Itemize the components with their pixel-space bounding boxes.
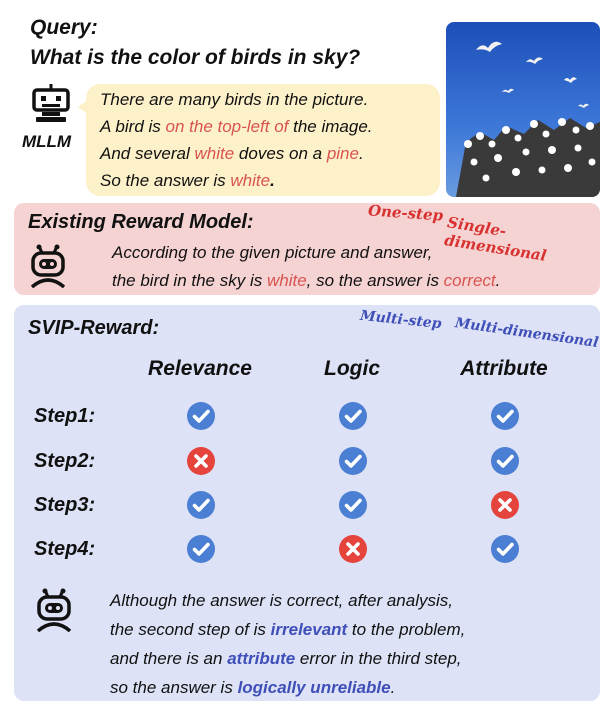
text-segment: correct bbox=[443, 271, 496, 290]
text-segment: logically unreliable bbox=[237, 678, 391, 697]
existing-reward-line: According to the given picture and answer, bbox=[112, 243, 433, 262]
text-segment: on the top-left of bbox=[165, 117, 289, 136]
step-label: Step1: bbox=[34, 405, 96, 427]
column-header-attribute: Attribute bbox=[460, 357, 548, 380]
query-question: What is the color of birds in sky? bbox=[30, 46, 361, 69]
text-segment: the second step of is bbox=[110, 620, 271, 639]
text-segment: . bbox=[358, 144, 364, 163]
birds-in-sky-photo bbox=[446, 22, 600, 197]
svip-summary-line bbox=[110, 649, 462, 669]
text-segment: So the answer is bbox=[100, 171, 231, 190]
cross-icon bbox=[338, 534, 368, 564]
multi-dimensional-tag: Multi-dimensional bbox=[453, 315, 600, 352]
one-step-tag: One-step bbox=[367, 201, 444, 225]
check-icon bbox=[490, 534, 520, 564]
step-label: Step3: bbox=[34, 494, 96, 516]
svip-summary-line bbox=[110, 591, 453, 611]
text-segment: white bbox=[194, 144, 235, 163]
text-segment: . bbox=[495, 271, 501, 290]
text-segment: And several bbox=[100, 144, 195, 163]
query-label: Query: bbox=[30, 16, 98, 39]
svip-summary-line bbox=[110, 678, 395, 698]
text-segment: pine bbox=[326, 144, 359, 163]
column-header-logic: Logic bbox=[324, 357, 380, 380]
single-dimensional-tag: Single-dimensional bbox=[443, 213, 548, 265]
text-segment: error in the third step, bbox=[295, 649, 462, 668]
check-icon bbox=[186, 401, 216, 431]
text-segment: . bbox=[390, 678, 396, 697]
text-segment: the bird in the sky is bbox=[112, 271, 267, 290]
check-icon bbox=[338, 446, 368, 476]
text-segment: Although the answer is correct, after analysis, bbox=[110, 591, 453, 610]
text-segment: There are many birds in the picture. bbox=[100, 90, 369, 109]
cross-icon bbox=[490, 490, 520, 520]
check-icon bbox=[186, 490, 216, 520]
text-segment: white bbox=[230, 171, 271, 190]
check-icon bbox=[490, 446, 520, 476]
svip-summary-line bbox=[110, 620, 465, 640]
check-icon bbox=[338, 490, 368, 520]
svip-reward-title: SVIP-Reward: bbox=[28, 317, 160, 339]
robot-icon bbox=[34, 588, 74, 632]
text-segment: doves on a bbox=[234, 144, 327, 163]
mllm-label: MLLM bbox=[22, 132, 72, 151]
column-header-relevance: Relevance bbox=[148, 357, 252, 380]
step-label: Step2: bbox=[34, 450, 96, 472]
mllm-line bbox=[100, 117, 373, 137]
step-label: Step4: bbox=[34, 538, 96, 560]
multi-step-tag: Multi-step bbox=[359, 307, 443, 333]
mllm-response-bubble bbox=[86, 84, 440, 196]
text-segment: the image. bbox=[288, 117, 373, 136]
robot-icon bbox=[30, 82, 72, 124]
existing-reward-model-title: Existing Reward Model: bbox=[28, 211, 254, 233]
text-segment: to the problem, bbox=[347, 620, 466, 639]
text-segment: so the answer is bbox=[110, 678, 238, 697]
text-segment: . bbox=[270, 171, 275, 190]
check-icon bbox=[338, 401, 368, 431]
text-segment: and there is an bbox=[110, 649, 228, 668]
text-segment: attribute bbox=[227, 649, 296, 668]
existing-reward-line bbox=[112, 271, 500, 291]
check-icon bbox=[186, 534, 216, 564]
text-segment: irrelevant bbox=[270, 620, 348, 639]
check-icon bbox=[490, 401, 520, 431]
text-segment: A bird is bbox=[100, 117, 166, 136]
text-segment: white bbox=[266, 271, 307, 290]
mllm-line bbox=[100, 171, 275, 191]
mllm-line bbox=[100, 90, 368, 110]
cross-icon bbox=[186, 446, 216, 476]
robot-icon bbox=[28, 244, 68, 288]
mllm-line bbox=[100, 144, 364, 164]
text-segment: , so the answer is bbox=[306, 271, 444, 290]
